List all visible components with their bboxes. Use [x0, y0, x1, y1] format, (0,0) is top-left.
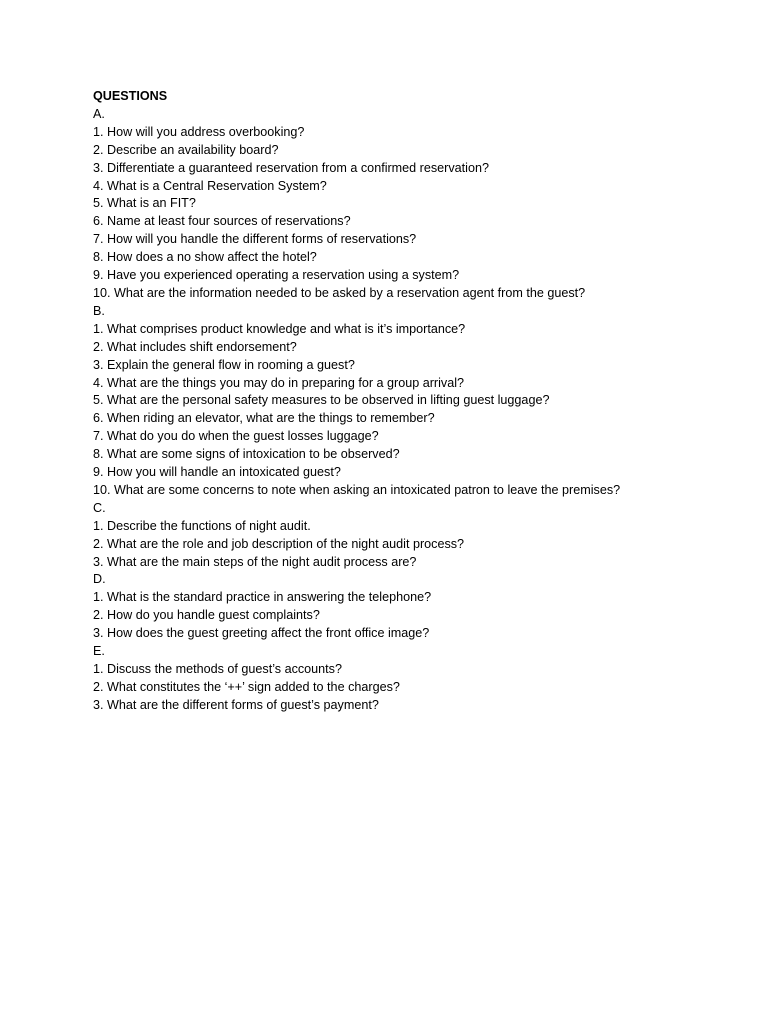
section-c — [93, 500, 683, 572]
section-label: A. — [93, 106, 105, 121]
question-item: 7. What do you do when the guest losses luggage? — [93, 429, 379, 444]
question-item: 2. How do you handle guest complaints? — [93, 608, 320, 623]
question-item: 3. Differentiate a guaranteed reservation from a confirmed reservation? — [93, 160, 489, 175]
section-label: C. — [93, 500, 106, 515]
section-label: D. — [93, 572, 106, 587]
section-label: E. — [93, 644, 105, 659]
question-item: 3. What are the different forms of guest’s payment? — [93, 697, 379, 712]
question-item: 9. How you will handle an intoxicated guest? — [93, 465, 341, 480]
question-item: 3. What are the main steps of the night audit process are? — [93, 554, 417, 569]
document-body — [93, 88, 683, 715]
question-item: 5. What is an FIT? — [93, 196, 196, 211]
question-item: 1. Describe the functions of night audit. — [93, 518, 311, 533]
question-item: 8. What are some signs of intoxication to be observed? — [93, 447, 400, 462]
question-item: 3. How does the guest greeting affect the front office image? — [93, 626, 430, 641]
question-item: 3. Explain the general flow in rooming a guest? — [93, 357, 355, 372]
section-label: B. — [93, 303, 105, 318]
question-item: 2. Describe an availability board? — [93, 142, 279, 157]
question-item: 1. What comprises product knowledge and what is it’s importance? — [93, 321, 466, 336]
section-d — [93, 571, 683, 643]
section-a — [93, 106, 683, 303]
question-item: 6. When riding an elevator, what are the things to remember? — [93, 411, 435, 426]
question-item: 2. What includes shift endorsement? — [93, 339, 297, 354]
question-item: 6. Name at least four sources of reservations? — [93, 214, 351, 229]
question-item: 10. What are some concerns to note when asking an intoxicated patron to leave the premises? — [93, 482, 621, 497]
question-item: 9. Have you experienced operating a reservation using a system? — [93, 268, 460, 283]
question-item: 5. What are the personal safety measures to be observed in lifting guest luggage? — [93, 393, 550, 408]
section-b — [93, 303, 683, 500]
section-e — [93, 643, 683, 715]
question-item: 8. How does a no show affect the hotel? — [93, 250, 317, 265]
question-item: 1. What is the standard practice in answering the telephone? — [93, 590, 432, 605]
question-item: 4. What is a Central Reservation System? — [93, 178, 327, 193]
question-item: 7. How will you handle the different forms of reservations? — [93, 232, 417, 247]
question-item: 1. How will you address overbooking? — [93, 124, 305, 139]
question-item: 2. What constitutes the ‘++’ sign added to the charges? — [93, 679, 400, 694]
question-item: 4. What are the things you may do in preparing for a group arrival? — [93, 375, 465, 390]
question-item: 1. Discuss the methods of guest’s accounts? — [93, 662, 342, 676]
question-item: 2. What are the role and job description of the night audit process? — [93, 536, 465, 551]
document-title: QUESTIONS — [93, 89, 168, 103]
question-item: 10. What are the information needed to be asked by a reservation agent from the guest? — [93, 285, 586, 300]
